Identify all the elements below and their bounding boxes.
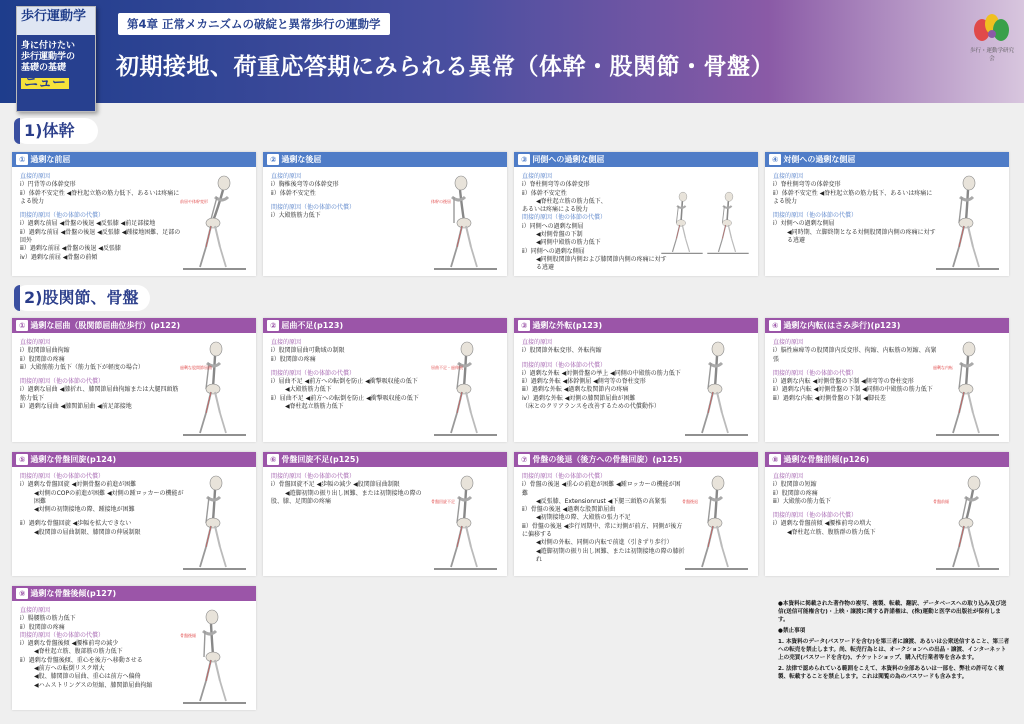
skeleton-figure (931, 339, 1001, 439)
card-line: ⅱ）股関節の疼痛 (271, 355, 316, 363)
card-line: ◀股、膝関節の屈曲、重心は前方へ偏倚 (34, 673, 141, 681)
card-title: 屈曲不足(p123) (281, 321, 344, 330)
card-line: ⅱ）過剰な骨盤回旋 ◀歩幅を拡大できない (20, 520, 132, 528)
card-c11 (514, 452, 758, 576)
card-line: 間接的原因（他の体節の代償） (20, 378, 105, 386)
skeleton-figure (429, 173, 499, 273)
card-line: 直接的原因 (20, 173, 51, 180)
skeleton-figure (178, 607, 248, 707)
card-title: 過剰な外転(p123) (532, 321, 603, 330)
card-line: 間接的原因（他の体節の代償） (522, 473, 607, 480)
card-line: ◀脊柱起立筋、腹部筋の筋力低下 (34, 648, 123, 656)
disclaimer-item-2: 2. 法律で認められている範囲をこえて、本資料の全部あるいは一部を、弊社の許可なく複製、転載することを禁止します。これは閲覧の為のパスワードも含みます。 (778, 666, 1005, 680)
card-title: 骨盤回旋不足(p125) (281, 455, 360, 464)
card-line: 間接的原因（他の体節の代償） (773, 212, 858, 220)
card-line: ⅱ）過剰な外転 ◀体幹側屈 ◀側弯等の脊柱変形 (522, 378, 646, 386)
card-header (12, 318, 256, 333)
card-line: ◀遊脚初期の振り出し困難、または初期接地の際の膝折れ (536, 547, 685, 563)
book-title: 歩行運動学 (21, 9, 87, 24)
card-line: ⅱ）屈曲不足 ◀前方への転倒を防止 ◀衝撃吸収能の低下 (271, 394, 419, 402)
card-line: ⅰ）骨盤の後退 ◀重心の前進が困難 ◀踵ロッカーの機能が困難 (522, 481, 681, 497)
book-cover (16, 6, 96, 112)
card-number: ⑦ (518, 454, 530, 465)
figure-annotation: 骨盤後退 (682, 499, 698, 504)
card-number: ⑨ (16, 588, 28, 599)
card-header (765, 152, 1009, 167)
card-line: 間接的原因（他の体節の代償） (20, 473, 105, 480)
card-line: ⅲ）過剰な内転 ◀対側骨盤の下制 ◀脚長差 (773, 394, 886, 402)
figure-annotation: 骨盤前傾 (933, 499, 949, 504)
card-title: 過剰な後屈 (281, 155, 322, 164)
card-title: 過剰な前屈 (30, 155, 71, 164)
card-line: 間接的原因（他の体節の代償） (271, 369, 356, 377)
card-header (263, 452, 507, 467)
card-number: ⑤ (16, 454, 28, 465)
card-header (12, 452, 256, 467)
figure-annotation: 体幹の後屈 (431, 199, 451, 204)
card-line: ⅰ）股関節の短縮 (773, 481, 817, 489)
card-line: ⅰ）股関節外転変形、外転拘縮 (522, 347, 602, 355)
card-line: 間接的原因（他の体節の代償） (271, 473, 356, 480)
card-line: ◀大殿筋筋力低下 (285, 386, 332, 394)
card-line: ⅰ）過剰な内転 ◀対側骨盤の下制 ◀側弯等の脊柱変形 (773, 378, 914, 386)
card-header (514, 452, 758, 467)
card-line: ⅰ）過剰な骨盤後傾 ◀腰椎前弯の減少 (20, 640, 119, 648)
card-line: ⅰ）同側への過剰な側屈 (522, 222, 584, 230)
card-line: ⅰ）過剰な屈曲 ◀膝折れ、膝関節屈曲拘縮または大腿四頭筋筋力低下 (20, 386, 179, 402)
card-line: 直接的原因 (773, 473, 804, 480)
card-line: ⅰ）過剰な骨盤前傾 ◀腰椎前弯の増大 (773, 520, 872, 528)
card-title: 過剰な骨盤回旋(p124) (30, 455, 117, 464)
logo-text: 歩行・運動学研究会 (969, 48, 1014, 62)
card-line: 間接的原因（他の体節の代償） (20, 212, 105, 220)
card-line: （床とのクリアランスを改善するための代償動作） (522, 403, 660, 411)
card-c8 (765, 318, 1009, 442)
card-title: 過剰な骨盤後傾(p127) (30, 589, 117, 598)
card-number: ③ (518, 320, 530, 331)
figure-annotation: 前屈や体幹変形 (180, 199, 208, 204)
card-line: あるいは疼痛による脱力 (522, 206, 589, 214)
section-hip-pelvis: 2)股関節、骨盤 (14, 285, 150, 311)
card-line: 間接的原因（他の体節の代償） (20, 631, 105, 639)
disclaimer (778, 600, 1010, 684)
card-line: 直接的原因 (20, 339, 51, 346)
chapter-label: 第4章 正常メカニズムの破綻と異常歩行の運動学 (118, 13, 390, 35)
card-number: ④ (769, 320, 781, 331)
skeleton-figure (429, 473, 499, 573)
card-header (263, 152, 507, 167)
card-line: ⅰ）腸腰筋の筋力低下 (20, 615, 76, 623)
card-c2 (263, 152, 507, 276)
card-line: ◀反張膝、Extensionrust ◀下腿三頭筋の高緊張 (536, 497, 667, 505)
figure-annotation: 骨盤回旋不足 (431, 499, 455, 504)
card-line: ⅰ）過剰な骨盤回旋 ◀対側骨盤の前進が困難 (20, 481, 137, 489)
card-line: ⅲ）過剰な外転 ◀過剰な股関節内の疼痛 (522, 386, 629, 394)
card-line: ⅲ）大殿筋筋力低下（筋力低下が軽度の場合） (20, 363, 144, 371)
card-header (765, 318, 1009, 333)
card-line: ⅳ）過剰な外転 ◀対側の膝関節屈曲が困難 (522, 394, 636, 402)
card-line: ⅱ）股関節の疼痛 (20, 355, 65, 363)
card-line: ◀遊脚初期の振り出し困難、または初期接地の際の (285, 489, 422, 497)
card-title: 過剰な骨盤前傾(p126) (783, 455, 870, 464)
card-line: ◀脊柱起立筋の筋力低下、 (536, 197, 607, 205)
card-title: 骨盤の後退（後方への骨盤回旋）(p125) (532, 455, 683, 464)
card-c5 (12, 318, 256, 442)
card-line: ⅰ）脊柱側弯等の体幹変形 (773, 181, 841, 189)
card-line: ⅰ）大殿筋筋力低下 (271, 212, 321, 220)
card-number: ① (16, 320, 28, 331)
card-line: ◀対側骨盤の下制 (536, 231, 583, 239)
card-line: ⅱ）体幹不安定性 (271, 189, 316, 197)
skeleton-figure (680, 339, 750, 439)
card-number: ③ (518, 154, 530, 165)
card-line: 直接的原因 (773, 339, 804, 346)
card-line: ◀同時期、立脚終期となる対側股関節内側の疼痛に対する逃避 (787, 228, 936, 245)
card-line: ⅱ）過剰な骨盤後傾、重心を後方へ移動させる (20, 656, 143, 664)
card-line: ⅱ）過剰な屈曲 ◀膝関節屈曲 ◀前足部接地 (20, 403, 132, 411)
card-c6 (263, 318, 507, 442)
card-line: ◀対側の初期接地の際、踵接地が困難 (34, 506, 135, 514)
card-line: ⅱ）体幹不安定性 ◀脊柱起立筋の筋力低下、あるいは疼痛による脱力 (20, 189, 180, 205)
card-c12 (765, 452, 1009, 576)
page-title: 初期接地、荷重応答期にみられる異常（体幹・股関節・骨盤） (116, 54, 774, 80)
card-line: 直接的原因 (271, 173, 302, 180)
section-trunk: 1)体幹 (14, 118, 98, 144)
card-header (514, 152, 758, 167)
card-number: ⑧ (769, 454, 781, 465)
card-number: ⑥ (267, 454, 279, 465)
card-line: ◀股関節の屈曲制限、膝関節の伸展制限 (34, 528, 141, 536)
card-line: ◀脊柱起立筋、腹筋群の筋力低下 (787, 528, 876, 536)
card-number: ② (267, 154, 279, 165)
skeleton-figure (178, 473, 248, 573)
card-line: 間接的原因（他の体節の代償） (522, 214, 607, 222)
figure-annotation: 過剰な内転 (933, 365, 953, 370)
card-line: ◀同側中殿筋の筋力低下 (536, 239, 601, 247)
card-line: ⅱ）同側への過剰な側屈 (522, 247, 585, 255)
card-line: ⅰ）過剰な前屈 ◀骨盤の後退 ◀反張膝 ◀前足部接地 (20, 220, 156, 228)
card-line: ⅱ）体幹不安定性 ◀脊柱起立筋の筋力低下、あるいは疼痛による脱力 (773, 189, 933, 205)
card-title: 過剰な屈曲（股関節屈曲位歩行）(p122) (30, 321, 181, 330)
card-title: 過剰な内転(はさみ歩行)(p123) (783, 321, 901, 330)
book-subtitle-1: 身に付けたい (21, 41, 76, 51)
card-line: 直接的原因 (773, 173, 804, 180)
card-line: 直接的原因 (271, 339, 302, 346)
card-c7 (514, 318, 758, 442)
card-line: 股、膝、足関節の疼痛 (271, 497, 332, 505)
skeleton-figure (931, 473, 1001, 573)
card-header (765, 452, 1009, 467)
skeleton-figure (680, 473, 750, 573)
card-title: 対側への過剰な側屈 (783, 155, 856, 164)
skeleton-figure (178, 339, 248, 439)
card-line: ◀同側股関節内側および膝関節内側の疼痛に対する逃避 (536, 255, 667, 272)
card-line: ⅰ）対側への過剰な側屈 (773, 220, 835, 228)
card-line: ◀前方への転倒リスク増大 (34, 665, 105, 673)
figure-annotation: 過剰な股関節屈曲 (180, 365, 212, 370)
card-line: ⅲ）骨盤の後退 ◀歩行周期中、常に対側が前方、同側が後方に偏移する (522, 522, 683, 539)
card-line: ⅳ）過剰な前屈 ◀骨盤の前傾 (20, 253, 98, 261)
book-subtitle-3: 基礎の基礎 (21, 63, 67, 73)
card-header (12, 152, 256, 167)
card-line: ◀対側のCOPの前進が困難 ◀対側の踵ロッカーの機能が困難 (34, 489, 184, 505)
card-line: ⅰ）屈曲不足 ◀前方への転倒を防止 ◀衝撃吸収能の低下 (271, 378, 418, 386)
card-line: 直接的原因 (522, 173, 553, 180)
card-number: ① (16, 154, 28, 165)
card-line: ⅰ）脳性麻痺等の股関節内反変形、拘縮、内転筋の短縮、高緊張 (773, 347, 937, 363)
book-highlight: ニュー (21, 78, 69, 89)
card-line: ⅱ）体幹不安定性 (522, 189, 567, 197)
card-line: ◀初期接地の際、大殿筋の張力不足 (536, 514, 631, 522)
card-line: ◀対側の外転、同側の内転で前進（引きずり歩行） (536, 539, 673, 547)
card-c13 (12, 586, 256, 710)
disclaimer-item-1: 1. 本資料のデータ(パスワードを含む)を第三者に譲渡、あるいは公衆送信すること、第三者への転売を禁止します。尚、転売行為とは、オークションへの出品・譲渡、インターネット上の売買(パスワードを含む)、チケットショップ、購入代行業者等を含みます。 (778, 639, 1010, 661)
skeleton-figure (429, 339, 499, 439)
figure-annotation: 骨盤後傾 (180, 633, 196, 638)
skeleton-figure (931, 173, 1001, 273)
card-line: ⅰ）股関節屈曲拘縮 (20, 347, 70, 355)
card-line: ⅱ）骨盤の後退 ◀過剰な股関節屈曲 (522, 506, 616, 514)
card-line: ⅲ）大殿筋の筋力低下 (773, 497, 831, 505)
card-line: ⅰ）円背等の体幹変形 (20, 181, 76, 189)
card-line: ⅱ）股関節の疼痛 (20, 623, 65, 631)
card-c4 (765, 152, 1009, 276)
card-c1 (12, 152, 256, 276)
card-line: 間接的原因（他の体節の代償） (773, 512, 858, 520)
card-line: ⅰ）過剰な外転 ◀対側骨盤の挙上 ◀同側の中殿筋の筋力低下 (522, 369, 681, 377)
card-line: 間接的原因（他の体節の代償） (522, 361, 607, 369)
skeleton-figure (658, 173, 750, 273)
skeleton-figure (178, 173, 248, 273)
book-subtitle-2: 歩行運動学の (21, 52, 76, 62)
card-line: 間接的原因（他の体節の代償） (271, 203, 356, 211)
disclaimer-heading: ●禁止事項 (778, 628, 806, 634)
card-c3 (514, 152, 758, 276)
card-c10 (263, 452, 507, 576)
card-line: ⅱ）過剰な内転 ◀対側骨盤の下制 ◀同側の中殿筋の筋力低下 (773, 386, 933, 394)
card-header (263, 318, 507, 333)
card-line: 間接的原因（他の体節の代償） (773, 369, 858, 377)
card-header (514, 318, 758, 333)
card-number: ② (267, 320, 279, 331)
card-line: ⅱ）股関節の疼痛 (773, 489, 818, 497)
card-header (12, 586, 256, 601)
card-line: ⅰ）骨盤回旋不足 ◀歩幅の減少 ◀股関節屈曲制限 (271, 481, 400, 489)
publisher-logo (968, 10, 1016, 62)
card-c9 (12, 452, 256, 576)
card-title: 同側への過剰な側屈 (532, 155, 605, 164)
card-line: ⅰ）胸椎後弯等の体幹変形 (271, 181, 339, 189)
disclaimer-copyright: ●本資料に掲載された著作物の複写、複製、転載、翻訳、データベースへの取り込み及び送信(送信可能権含む)・上映・譲渡に関する許諾権は、(株)運動と医学の出版社が保有します。 (778, 601, 1007, 623)
card-line: 直接的原因 (20, 607, 51, 614)
figure-annotation: 屈曲不足・過伸展 (431, 365, 463, 370)
card-number: ④ (769, 154, 781, 165)
card-line: ⅱ）過剰な前屈 ◀骨盤の後退 ◀反張膝 ◀踵接地困難、足部の回外 (20, 228, 181, 245)
card-line: 直接的原因 (522, 339, 553, 346)
card-line: ⅲ）過剰な前屈 ◀骨盤の後退 ◀反張膝 (20, 245, 121, 253)
card-line: ⅰ）脊柱側弯等の体幹変形 (522, 181, 590, 189)
card-line: ⅰ）股関節屈曲可動域の制限 (271, 347, 345, 355)
card-line: ◀脊柱起立筋筋力低下 (285, 403, 344, 411)
card-line: ◀ハムストリングスの短縮、膝関節屈曲拘縮 (34, 681, 153, 689)
